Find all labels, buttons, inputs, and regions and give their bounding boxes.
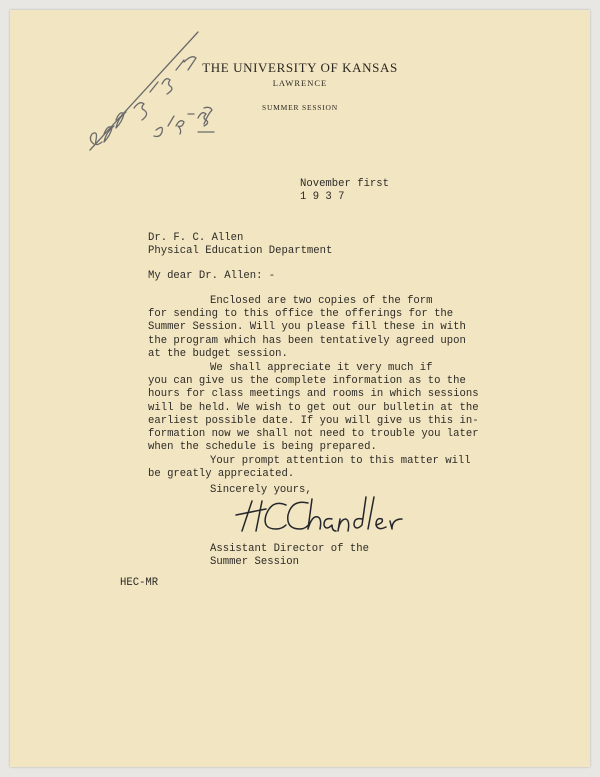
body-paragraph-3	[148, 455, 471, 481]
body-line: at the budget session.	[148, 347, 288, 360]
letterhead-city: LAWRENCE	[272, 78, 328, 88]
recipient-name: Dr. F. C. Allen	[148, 232, 244, 244]
body-line: be greatly appreciated.	[148, 468, 295, 481]
letter-date-line1: November first	[300, 178, 390, 190]
body-line: for sending to this office the offerings for the	[148, 308, 454, 321]
body-line: will be held. We wish to get out our bulletin at the	[148, 401, 479, 414]
letter-date-line2: 1 9 3 7	[300, 191, 345, 203]
body-line: formation now we shall not need to trouble you later	[148, 428, 479, 441]
salutation: My dear Dr. Allen: -	[148, 270, 276, 282]
body-paragraph-1	[148, 295, 466, 361]
body-line: when the schedule is being prepared.	[148, 441, 377, 454]
body-line: We shall appreciate it very much if	[210, 362, 433, 374]
signer-title-line1: Assistant Director of the	[210, 543, 369, 555]
signer-title-line2: Summer Session	[210, 556, 300, 568]
body-line: you can give us the complete information as to the	[148, 375, 466, 388]
reference-initials: HEC-MR	[120, 577, 159, 589]
body-line: Summer Session. Will you please fill these in with	[148, 321, 466, 334]
signature-name	[260, 520, 268, 521]
body-line: Your prompt attention to this matter will	[210, 455, 471, 467]
closing: Sincerely yours,	[210, 484, 312, 496]
body-paragraph-2	[148, 362, 479, 454]
letterhead-office: SUMMER SESSION	[261, 103, 338, 112]
handwritten-signature	[228, 493, 408, 541]
body-line: hours for class meetings and rooms in which sessions	[148, 388, 479, 401]
body-line: the program which has been tentatively agreed upon	[148, 334, 466, 347]
recipient-department: Physical Education Department	[148, 245, 333, 257]
body-line: earliest possible date. If you will give us this in-	[148, 414, 479, 427]
pencil-margin-note	[80, 22, 220, 157]
letterhead-institution: THE UNIVERSITY OF KANSAS	[202, 60, 398, 75]
body-line: Enclosed are two copies of the form	[210, 295, 433, 307]
